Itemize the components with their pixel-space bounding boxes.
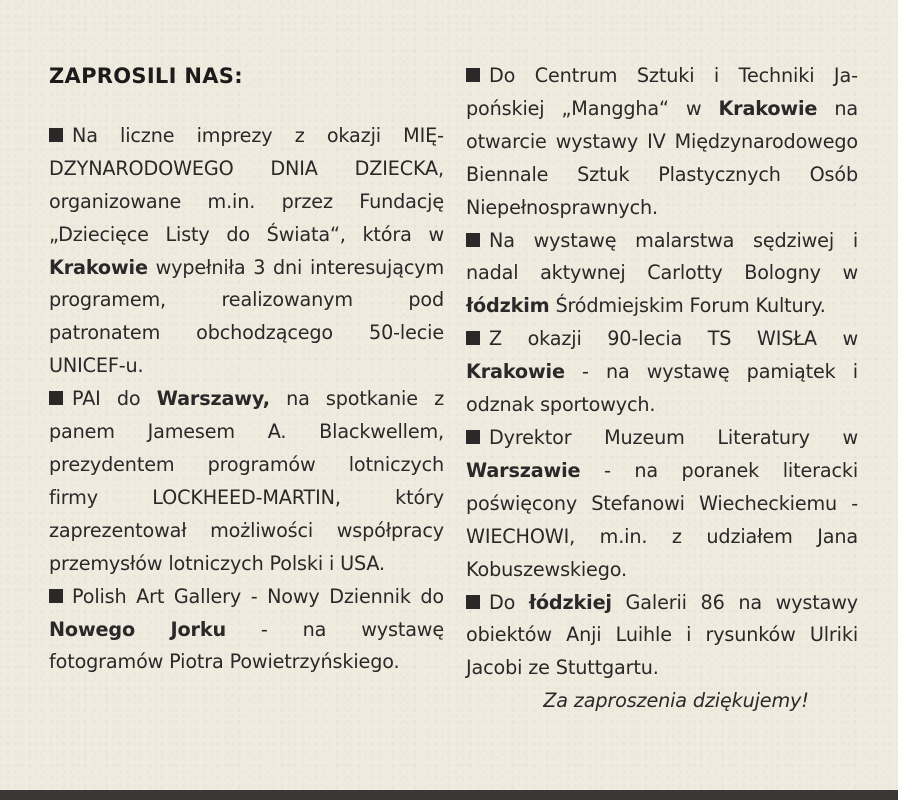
city-name: Warszawie	[466, 458, 581, 482]
section-heading: ZAPROSILI NAS:	[49, 64, 243, 88]
city-name: Warszawy,	[156, 387, 270, 411]
invitation-item: Na liczne imprezy z okazji MIĘDZYNARODOWEGO DNIA DZIECKA, organizowane m.in. przez Fundację „Dziecięce Listy do Świata“, która w Krakowie wypełniła 3 dni interesującym programem, realizowanym pod patronatem obchodzącego 50-lecie UNICEF-u.	[49, 123, 444, 378]
square-bullet-icon	[49, 391, 63, 405]
invitation-item: PAI do Warszawy, na spotkanie z panem Jamesem A. Blackwellem, prezydentem programów lotniczych firmy LOCKHEED-MARTIN, który zaprezentował możliwości współpracy przemysłów lotniczych Polski i USA.	[49, 387, 444, 575]
left-column	[49, 60, 444, 679]
invitation-item: Dyrektor Muzeum Literatury w Warszawie - na poranek literacki poświęcony Stefanowi Wiecheckiemu - WIECHOWI, m.in. z udziałem Jana Kobuszewskiego.	[466, 425, 858, 581]
square-bullet-icon	[466, 68, 480, 82]
right-column	[466, 60, 858, 718]
square-bullet-icon	[466, 331, 480, 345]
invitation-item: Polish Art Gallery - Nowy Dziennik do Nowego Jorku - na wystawę fotogramów Piotra Powietrzyńskiego.	[49, 584, 444, 674]
square-bullet-icon	[49, 589, 63, 603]
invitation-item: Do Centrum Sztuki i Techniki Japońskiej „Manggha“ w Krakowie na otwarcie wystawy IV Międzynarodowego Biennale Sztuk Plastycznych Osób Niepełnosprawnych.	[466, 64, 858, 219]
city-name: Krakowie	[466, 360, 565, 384]
bottom-edge-bar	[0, 790, 898, 800]
invitation-item: Na wystawę malarstwa sędziwej i nadal aktywnej Carlotty Bologny w łódzkim Śródmiejskim Forum Kultury.	[466, 228, 858, 318]
city-name: łódzkiej	[528, 590, 612, 614]
thanks-note: Za zaproszenia dziękujemy!	[543, 689, 809, 713]
square-bullet-icon	[49, 128, 63, 142]
square-bullet-icon	[466, 430, 480, 444]
city-name: Krakowie	[49, 255, 148, 279]
city-name: Nowego Jorku	[49, 617, 226, 641]
invitation-item: Z okazji 90-lecia TS WISŁA w Krakowie - na wystawę pamiątek i odznak sportowych.	[466, 327, 858, 417]
city-name: łódzkim	[466, 294, 550, 318]
city-name: Krakowie	[718, 96, 818, 120]
invitation-item: Do łódzkiej Galerii 86 na wystawy obiektów Anji Luihle i rysunków Ulriki Jacobi ze Stuttgartu.	[466, 590, 858, 680]
square-bullet-icon	[466, 595, 480, 609]
square-bullet-icon	[466, 233, 480, 247]
